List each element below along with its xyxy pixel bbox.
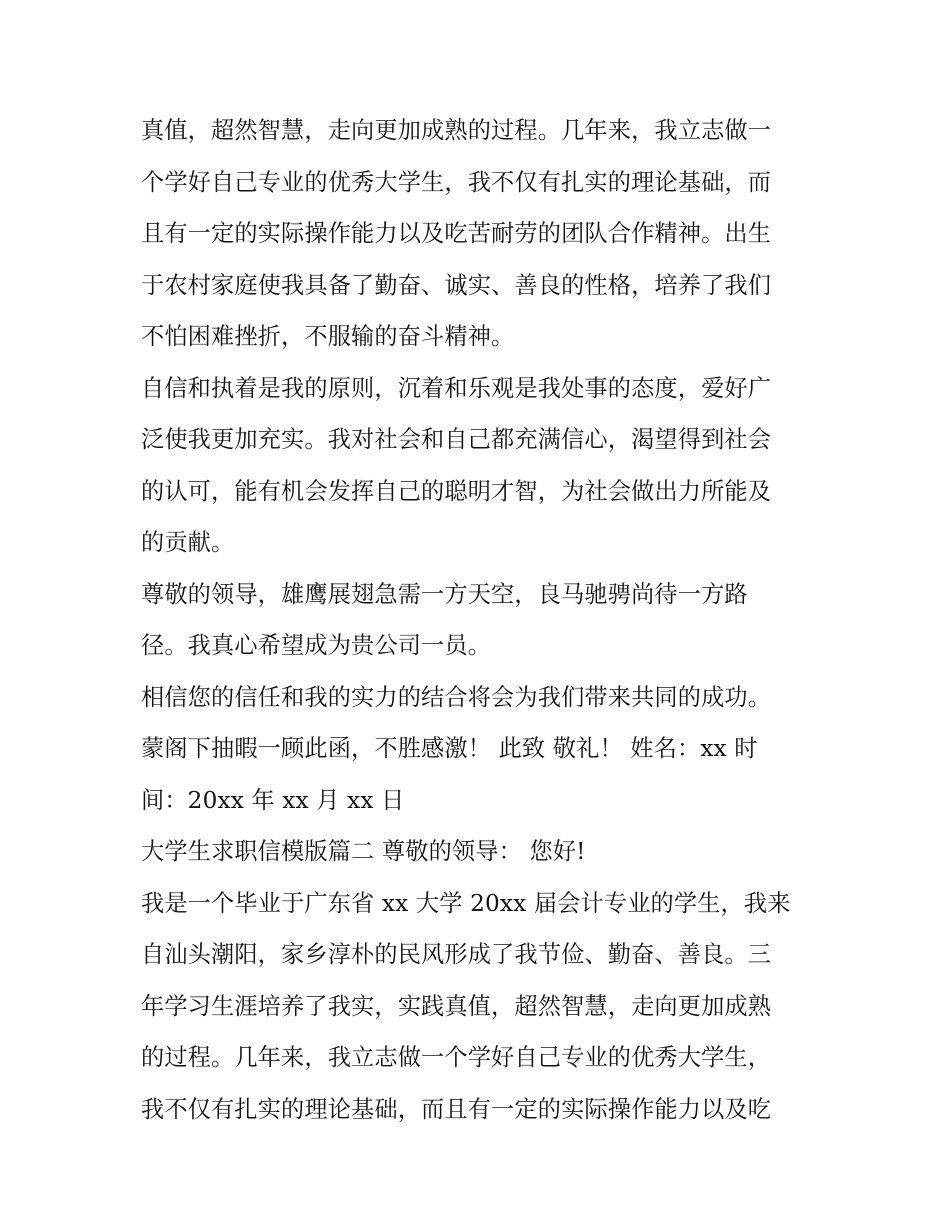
- text-line: 蒙阁下抽暇一顾此函，不胜感激！ 此致 敬礼！ 姓名：xx 时: [141, 735, 758, 762]
- text-line: 自汕头潮阳，家乡淳朴的民风形成了我节俭、勤奋、善良。三: [141, 941, 772, 968]
- text-line: 尊敬的领导，雄鹰展翅急需一方天空，良马驰骋尚待一方路: [141, 580, 748, 608]
- text-line: 于农村家庭使我具备了勤奋、诚实、善良的性格，培养了我们: [141, 271, 772, 299]
- text-line: 相信您的信任和我的实力的结合将会为我们带来共同的成功。: [141, 683, 772, 711]
- text-line: 间：20xx 年 xx 月 xx 日: [141, 786, 405, 814]
- text-line: 我是一个毕业于广东省 xx 大学 20xx 届会计专业的学生，我来: [141, 889, 791, 917]
- text-line: 的贡献。: [141, 529, 235, 556]
- text-line: 年学习生涯培养了我实，实践真值，超然智慧，走向更加成熟: [141, 992, 772, 1020]
- text-line: 的认可，能有机会发挥自己的聪明才智，为社会做出力所能及: [141, 477, 772, 505]
- text-line: 且有一定的实际操作能力以及吃苦耐劳的团队合作精神。出生: [141, 220, 772, 247]
- text-line: 我不仅有扎实的理论基础，而且有一定的实际操作能力以及吃: [141, 1095, 772, 1123]
- text-line: 泛使我更加充实。我对社会和自己都充满信心，渴望得到社会: [141, 426, 772, 453]
- text-line: 自信和执着是我的原则，沉着和乐观是我处事的态度，爱好广: [141, 374, 772, 402]
- text-line: 真值，超然智慧，走向更加成熟的过程。几年来，我立志做一: [141, 117, 772, 144]
- text-line: 的过程。几年来，我立志做一个学好自己专业的优秀大学生，: [141, 1044, 772, 1071]
- document-body-text: [141, 105, 811, 1135]
- text-line: 不怕困难挫折，不服输的奋斗精神。: [141, 323, 515, 350]
- text-line: 个学好自己专业的优秀大学生，我不仅有扎实的理论基础，而: [141, 168, 772, 196]
- text-line: 径。我真心希望成为贵公司一员。: [141, 632, 492, 659]
- text-line: 大学生求职信模版篇二 尊敬的领导： 您好!: [141, 838, 586, 865]
